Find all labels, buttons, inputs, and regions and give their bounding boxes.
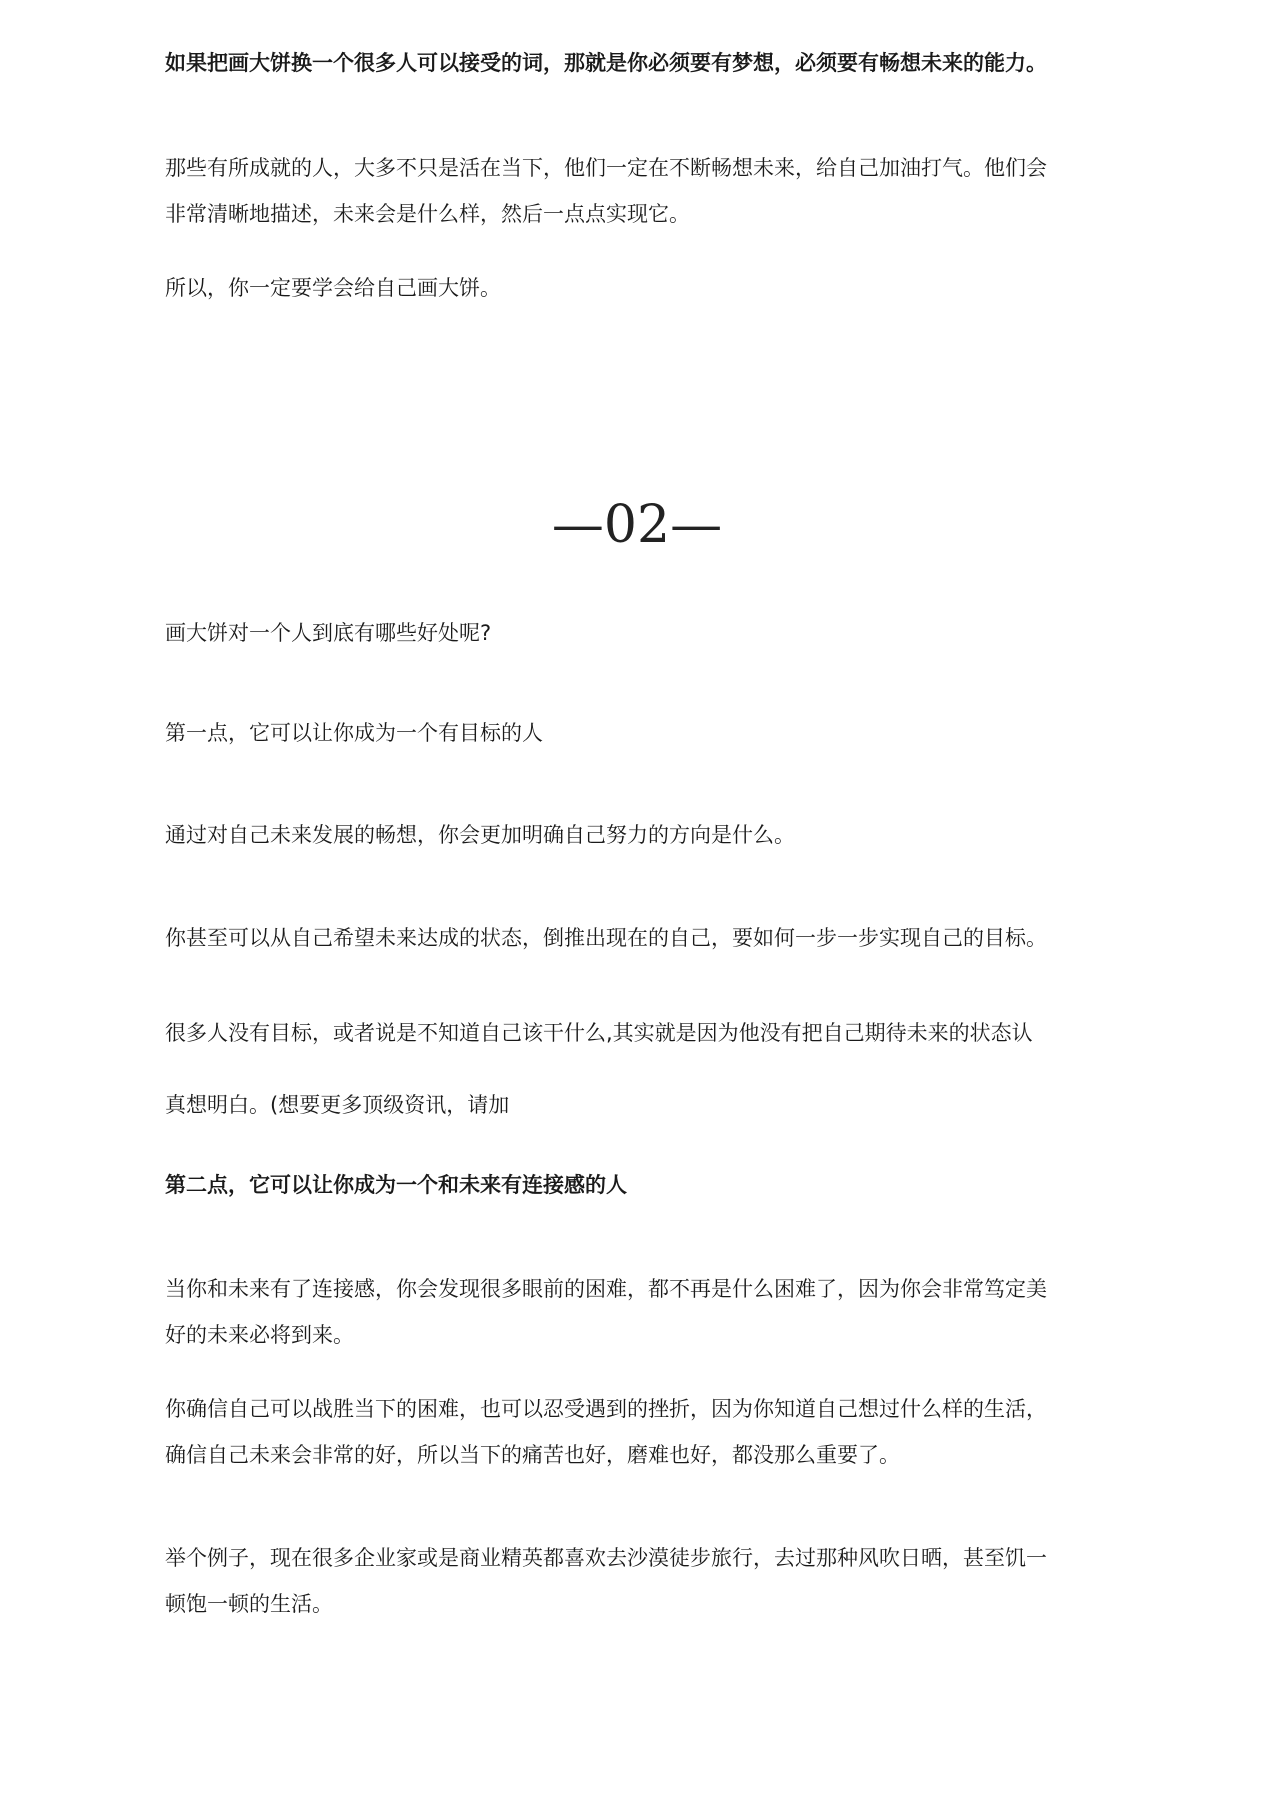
- paragraph-line: 很多人没有目标，或者说是不知道自己该干什么,其实就是因为他没有把自己期待未来的状态认: [165, 1021, 1033, 1045]
- paragraph-line: 你甚至可以从自己希望未来达成的状态，倒推出现在的自己，要如何一步一步实现自己的目标。: [165, 926, 1047, 950]
- paragraph-line: 那些有所成就的人，大多不只是活在当下，他们一定在不断畅想未来，给自己加油打气。他们会: [165, 156, 1047, 180]
- paragraph-line: 你确信自己可以战胜当下的困难，也可以忍受遇到的挫折，因为你知道自己想过什么样的生活，: [165, 1397, 1047, 1421]
- paragraph-line: 当你和未来有了连接感，你会发现很多眼前的困难，都不再是什么困难了，因为你会非常笃定美: [165, 1277, 1047, 1301]
- section-divider-02: —02—: [551, 495, 723, 555]
- point-heading: 第一点，它可以让你成为一个有目标的人: [165, 721, 543, 745]
- paragraph-line: 如果把画大饼换一个很多人可以接受的词，那就是你必须要有梦想，必须要有畅想未来的能力。: [165, 51, 1047, 75]
- paragraph-line: 确信自己未来会非常的好，所以当下的痛苦也好，磨难也好，都没那么重要了。: [165, 1443, 900, 1467]
- paragraph-line: 通过对自己未来发展的畅想，你会更加明确自己努力的方向是什么。: [165, 823, 795, 847]
- point-heading: 第二点，它可以让你成为一个和未来有连接感的人: [165, 1173, 627, 1197]
- paragraph-line: 顿饱一顿的生活。: [165, 1592, 333, 1616]
- paragraph-line: 非常清晰地描述，未来会是什么样，然后一点点实现它。: [165, 202, 690, 226]
- paragraph-line: 真想明白。(想要更多顶级资讯，请加: [165, 1093, 510, 1117]
- paragraph-line: 画大饼对一个人到底有哪些好处呢?: [165, 621, 492, 645]
- paragraph-line: 好的未来必将到来。: [165, 1323, 354, 1347]
- paragraph-line: 所以，你一定要学会给自己画大饼。: [165, 276, 501, 300]
- paragraph-line: 举个例子，现在很多企业家或是商业精英都喜欢去沙漠徒步旅行，去过那种风吹日晒，甚至饥一: [165, 1546, 1047, 1570]
